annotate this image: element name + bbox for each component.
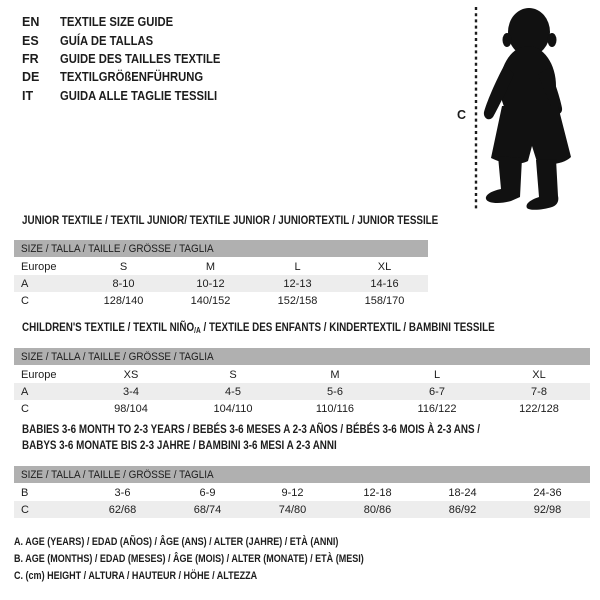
row-label: B (21, 486, 29, 499)
size-cell: 12-13 (283, 277, 312, 290)
footnote-c-text: C. (cm) HEIGHT / ALTURA / HAUTEUR / HÖHE / ALTEZZA (14, 570, 258, 582)
table-row (14, 292, 428, 309)
size-cell: 68/74 (193, 503, 222, 516)
table-row (14, 501, 590, 518)
babies-size-table (14, 466, 590, 518)
toddler-silhouette-shape (484, 8, 571, 210)
size-cell: 4-5 (225, 385, 241, 398)
size-cell: 140/152 (190, 294, 231, 307)
table-row (14, 258, 428, 275)
footnote-a (14, 536, 441, 553)
table-row (14, 383, 590, 400)
size-cell: 10-12 (196, 277, 225, 290)
language-title: GUIDE DES TAILLES TEXTILE (60, 51, 221, 66)
size-cell: 104/110 (213, 402, 253, 415)
language-row (22, 31, 238, 49)
size-cell: M (205, 260, 216, 273)
size-cell: 24-36 (533, 486, 562, 499)
size-cell: 110/116 (315, 402, 355, 415)
table-header-row (14, 348, 590, 365)
size-cell: 18-24 (448, 486, 477, 499)
junior-section-title (22, 213, 530, 227)
size-cell: 158/170 (364, 294, 405, 307)
size-cell: 12-18 (363, 486, 392, 499)
language-code: DE (22, 70, 40, 85)
row-label: C (21, 294, 29, 307)
children-section-title-text (22, 320, 495, 335)
row-label: A (21, 277, 29, 290)
size-cell: 80/86 (363, 503, 392, 516)
children-title-subscript: /A (194, 326, 201, 335)
babies-title-line2: BABYS 3-6 MONATE BIS 2-3 JAHRE / BAMBINI 3-6 MESI A 2-3 ANNI (22, 438, 337, 452)
language-code: EN (22, 15, 40, 30)
row-label: Europe (21, 368, 57, 381)
size-cell: 9-12 (281, 486, 304, 499)
size-cell: 122/128 (519, 402, 559, 415)
children-title-post: / TEXTILE DES ENFANTS / KINDERTEXTIL / BAMBINI TESSILE (200, 320, 495, 334)
size-header-label: SIZE / TALLA / TAILLE / GRÖSSE / TAGLIA (21, 468, 214, 481)
language-code: ES (22, 33, 39, 48)
children-size-table (14, 348, 590, 417)
size-cell: 86/92 (448, 503, 477, 516)
language-code: FR (22, 51, 39, 66)
size-cell: 3-4 (123, 385, 139, 398)
size-cell: 128/140 (103, 294, 144, 307)
size-cell: S (229, 368, 237, 381)
size-cell: L (433, 368, 441, 381)
table-row (14, 275, 428, 292)
junior-size-table (14, 240, 428, 309)
table-row (14, 366, 590, 383)
table-row (14, 400, 590, 417)
size-cell: 116/122 (417, 402, 457, 415)
row-label: Europe (21, 260, 57, 273)
table-row (14, 484, 590, 501)
row-label: C (21, 503, 29, 516)
babies-title-line1: BABIES 3-6 MONTH TO 2-3 YEARS / BEBÉS 3-6 MESES A 2-3 AÑOS / BÉBÉS 3-6 MOIS À 2-3 ANS / (22, 422, 481, 436)
footnote-c (14, 570, 441, 587)
language-title: GUÍA DE TALLAS (60, 33, 154, 48)
language-row (22, 68, 238, 86)
language-row (22, 50, 238, 68)
babies-section-title (22, 421, 581, 453)
language-code: IT (22, 88, 34, 103)
toddler-silhouette-icon (450, 4, 595, 212)
row-label: C (21, 402, 29, 415)
table-header-row (14, 466, 590, 483)
size-cell: 98/104 (114, 402, 148, 415)
language-title: GUIDA ALLE TAGLIE TESSILI (60, 88, 218, 103)
size-header-label: SIZE / TALLA / TAILLE / GRÖSSE / TAGLIA (21, 350, 214, 363)
language-row (22, 87, 238, 105)
size-cell: L (294, 260, 301, 273)
footnote-legend (14, 536, 441, 587)
language-list (22, 13, 238, 105)
size-cell: S (119, 260, 128, 273)
size-cell: XS (123, 368, 139, 381)
size-cell: XL (377, 260, 392, 273)
size-cell: 92/98 (533, 503, 562, 516)
children-title-pre: CHILDREN'S TEXTILE / TEXTIL NIÑO (22, 320, 195, 334)
size-cell: 62/68 (108, 503, 137, 516)
size-cell: 6-7 (429, 385, 445, 398)
language-title: TEXTILE SIZE GUIDE (60, 15, 174, 30)
size-header-label: SIZE / TALLA / TAILLE / GRÖSSE / TAGLIA (21, 242, 214, 255)
row-label: A (21, 385, 29, 398)
language-title: TEXTILGRÖßENFÜHRUNG (60, 70, 204, 85)
children-section-title (22, 320, 598, 335)
size-cell: XL (532, 368, 546, 381)
height-measure-label: C (457, 108, 467, 122)
size-cell: 3-6 (114, 486, 131, 499)
footnote-b-text: B. AGE (MONTHS) / EDAD (MESES) / ÂGE (MOIS) / ALTER (MONATE) / ETÀ (MESI) (14, 553, 364, 565)
size-cell: M (330, 368, 340, 381)
size-cell: 14-16 (370, 277, 399, 290)
size-cell: 8-10 (112, 277, 135, 290)
size-cell: 5-6 (327, 385, 343, 398)
size-cell: 6-9 (199, 486, 216, 499)
language-row (22, 13, 238, 31)
junior-section-title-text: JUNIOR TEXTILE / TEXTIL JUNIOR/ TEXTILE JUNIOR / JUNIORTEXTIL / JUNIOR TESSILE (22, 213, 439, 227)
footnote-b (14, 553, 441, 570)
footnote-a-text: A. AGE (YEARS) / EDAD (AÑOS) / ÂGE (ANS) / ALTER (JAHRE) / ETÀ (ANNI) (14, 536, 339, 548)
table-header-row (14, 240, 428, 257)
size-cell: 7-8 (531, 385, 547, 398)
size-cell: 74/80 (278, 503, 307, 516)
size-cell: 152/158 (277, 294, 318, 307)
